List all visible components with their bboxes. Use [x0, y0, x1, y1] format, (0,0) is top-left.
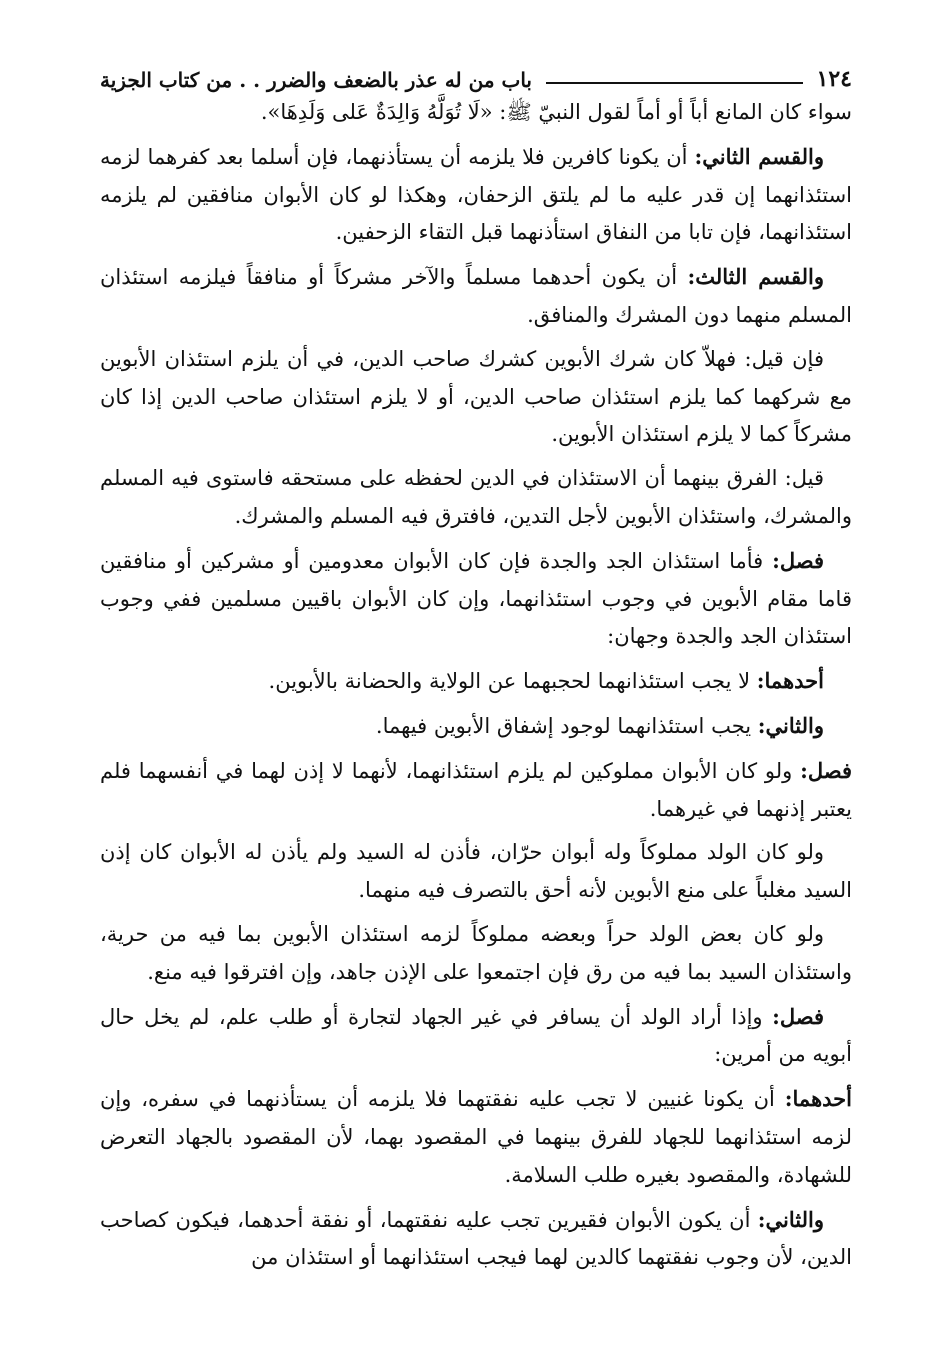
- paragraph-text: ولو كان الولد مملوكاً وله أبوان حرّان، فأذن له السيد ولم يأذن له الأبوان كان إذن السيد مغلباً على منع الأبوين لأنه أحق بالتصرف فيه منهما.: [100, 840, 852, 903]
- running-header: [100, 58, 852, 92]
- running-header-title: باب من له عذر بالضعف والضرر . . من كتاب الجزية: [100, 68, 532, 92]
- paragraph: [100, 1201, 852, 1278]
- paragraph: [100, 542, 852, 656]
- paragraph-lead: أحدهما:: [756, 668, 824, 694]
- paragraph: [100, 1080, 852, 1194]
- paragraph: [100, 662, 852, 701]
- paragraph-text: أن يكون أحدهما مسلماً والآخر مشركاً أو منافقاً فيلزمه استئذان المسلم منهما دون المشرك والمنافق.: [100, 265, 852, 327]
- paragraph: [100, 752, 852, 829]
- paragraph: [100, 998, 852, 1075]
- paragraph-text: يجب استئذانهما لوجود إشفاق الأبوين فيهما.: [375, 713, 758, 738]
- paragraph-text: أن يكونا غنيين لا تجب عليه نفقتهما فلا يلزمه أن يستأذنهما في سفره، وإن لزمه استئذانهما للجهاد للفرق بينهما في المقصود بهما، لأن المقصود بالجهاد التعرض للشهادة، والمقصود بغيره طلب السلامة.: [100, 1087, 852, 1187]
- paragraph-lead: والثاني:: [757, 1206, 824, 1232]
- paragraph: [100, 341, 852, 454]
- paragraph-lead: فصل:: [772, 547, 824, 573]
- paragraph: [100, 460, 852, 536]
- paragraph-text: قيل: الفرق بينهما أن الاستئذان في الدين لحفظه على مستحقه فاستوى فيه المسلم والمشرك، واستئذان الأبوين لأجل التدين، فافترق فيه المسلم والمشرك.: [100, 466, 852, 528]
- paragraph-lead: أحدهما:: [784, 1086, 852, 1112]
- paragraph-lead: فصل:: [800, 757, 852, 783]
- paragraph: [100, 138, 852, 252]
- paragraph-text: أن يكون الأبوان فقيرين تجب عليه نفقتهما، أو نفقة أحدهما، فيكون كصاحب الدين، لأن وجوب نفقتهما كالدين لهما فيجب استئذانهما أو استئذان من: [100, 1207, 852, 1270]
- paragraph-text: فإن قيل: فهلاّ كان شرك الأبوين كشرك صاحب الدين، في أن يلزم استئذان الأبوين مع شركهما كما يلزم استئذان صاحب الدين، أو لا يلزم استئذان صاحب الدين إذا كان مشركاً كما لا يلزم استئذان الأبوين.: [100, 346, 852, 447]
- paragraph: [100, 834, 852, 910]
- paragraph-text: ولو كان بعض الولد حراً وبعضه مملوكاً لزمه استئذان الأبوين بما فيه من حرية، واستئذان السيد بما فيه من رق فإن اجتمعوا على الإذن جاهد، وإن افترقوا فيه منع.: [100, 921, 852, 984]
- paragraph: [100, 916, 852, 992]
- paragraph-text: فأما استئذان الجد والجدة فإن كان الأبوان معدومين أو مشركين أو منافقين قاما مقام الأبوين في وجوب استئذانهما، وإن كان الأبوان باقيين مسلمين ففي وجوب استئذان الجد والجدة وجهان:: [100, 548, 852, 649]
- paragraph-lead: والثاني:: [757, 712, 824, 738]
- paragraph: [100, 707, 852, 746]
- paragraph-text: أن يكونا كافرين فلا يلزمه أن يستأذنهما، فإن أسلما بعد كفرهما لزمه استئذانهما إن قدر عليه ما لم يلتق الزحفان، وهكذا لو كان الأبوان منافقين لم يلزمه استئذانهما، فإن تابا من النفاق استأذنهما قبل التقاء الزحفين.: [100, 144, 852, 245]
- paragraph: [100, 94, 852, 132]
- paragraph-text: وإذا أراد الولد أن يسافر في غير الجهاد لتجارة أو طلب علم، لم يخل حال أبويه من أمرين:: [100, 1004, 852, 1067]
- paragraph-lead: فصل:: [772, 1003, 824, 1029]
- page-number: ١٢٤: [816, 66, 852, 92]
- paragraph-text: ولو كان الأبوان مملوكين لم يلزم استئذانهما، لأنهما لا إذن لهما في أنفسهما فلم يعتبر إذنهما في غيرهما.: [100, 758, 852, 821]
- paragraph-text: سواء كان المانع أباً أو أماً لقول النبيّ ﷺ: «لَا تُوَلَّهُ وَالِدَةٌ عَلى وَلَدِهَا».: [260, 100, 852, 124]
- paragraph: [100, 258, 852, 335]
- paragraph-text: لا يجب استئذانهما لحجبهما عن الولاية والحضانة بالأبوين.: [268, 669, 757, 694]
- paragraph-lead: والقسم الثاني:: [694, 143, 825, 169]
- paragraph-lead: والقسم الثالث:: [687, 264, 824, 290]
- body-text: [100, 94, 852, 1277]
- header-rule: [546, 82, 803, 84]
